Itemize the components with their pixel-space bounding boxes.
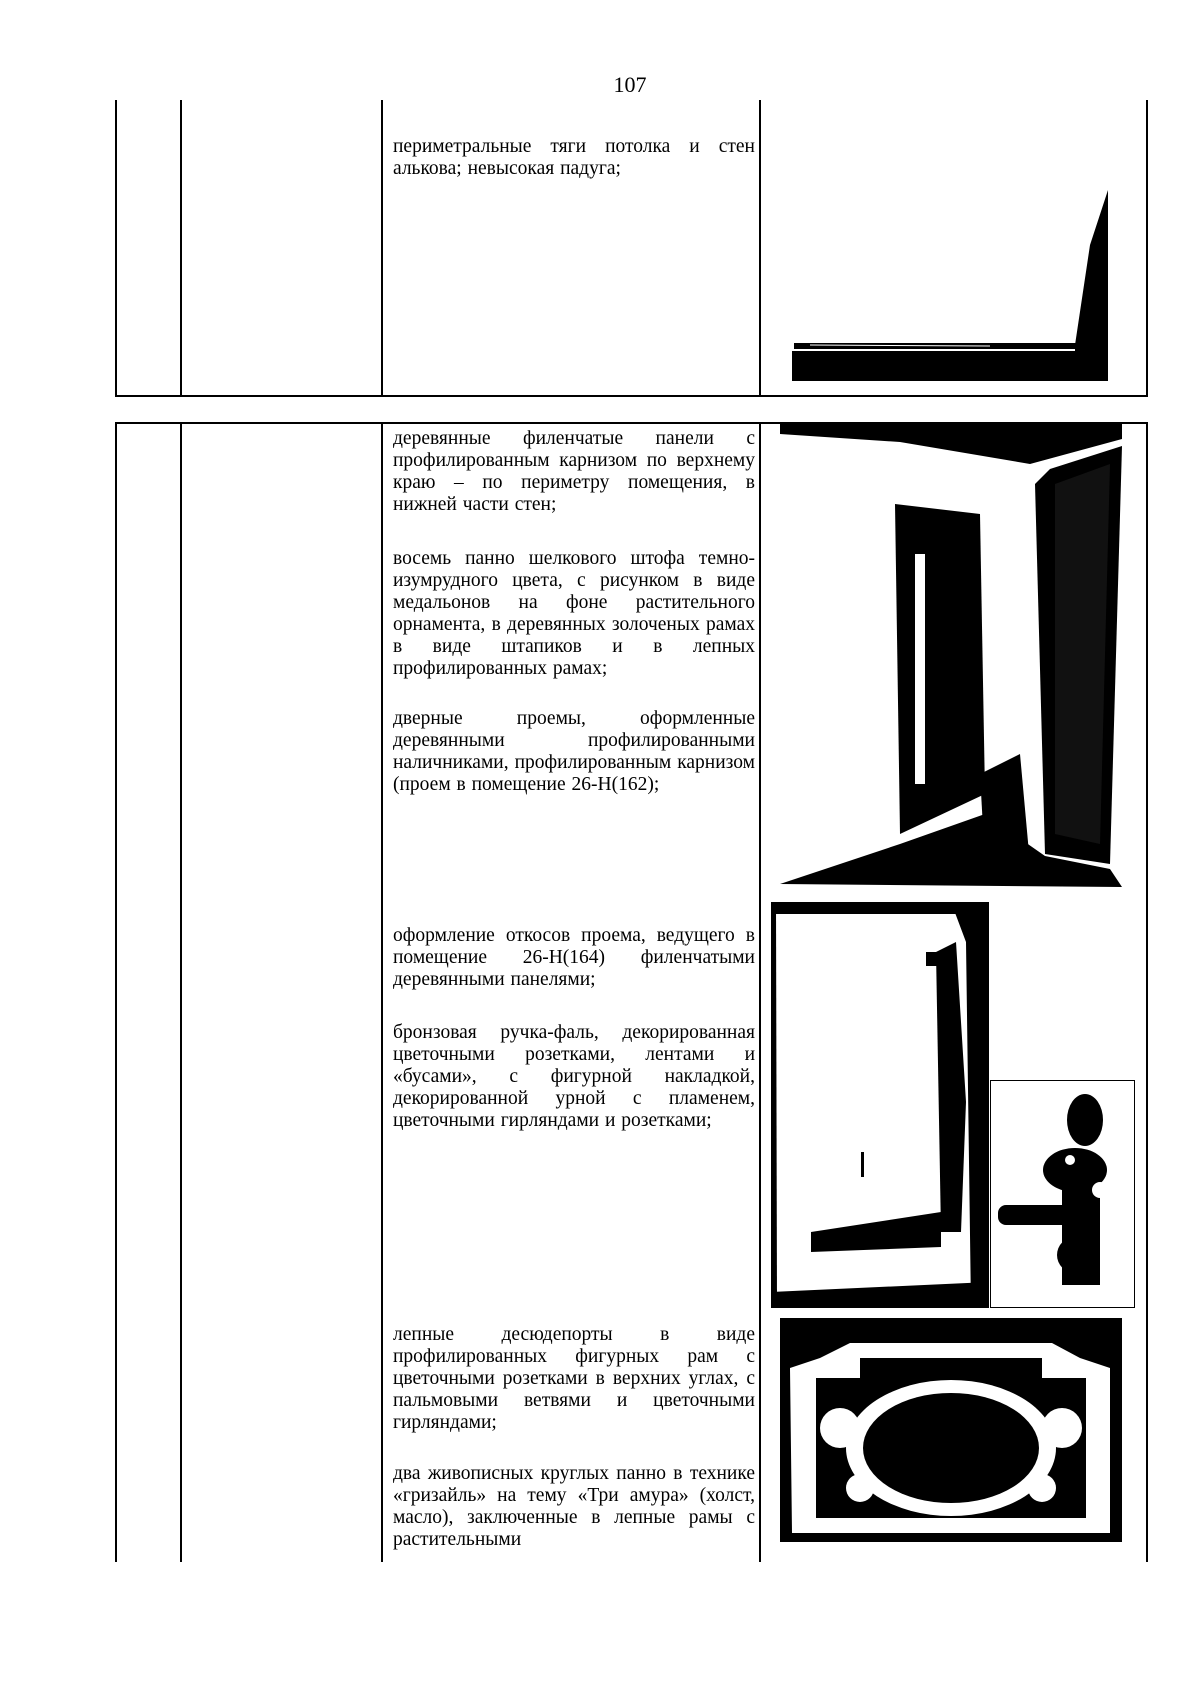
paragraph-dessus-de-porte: лепные десюдепорты в виде профилированных фигурных рам с цветочными розетками в верхних углах, с пальмовыми ветвями и цветочными гирляндами;: [393, 1324, 755, 1433]
paragraph-silk-panels: восемь панно шелкового штофа темно-изумрудного цвета, с рисунком в виде медальонов на фоне растительного орнамента, в деревянных золоченых рамах в виде штапиков и в лепных профилированных рамах;: [393, 548, 755, 679]
border-right: [1146, 422, 1148, 1562]
block-1-description: периметральные тяги потолка и стен алькова; невысокая падуга;: [393, 136, 755, 179]
page-number: 107: [613, 72, 647, 97]
paragraph-wooden-panels: деревянные филенчатые панели с профилированным карнизом по верхнему краю – по периметру помещения, в нижней части стен;: [393, 428, 755, 515]
column-divider-3: [759, 422, 761, 1562]
paragraph-grisaille-panels: два живописных круглых панно в технике «гризайль» на тему «Три амура» (холст, масло), заключенные в лепные рамы с растительными: [393, 1463, 755, 1550]
block-1-bottom-border: [115, 395, 1148, 397]
paragraph-opening-slopes: оформление откосов проема, ведущего в помещение 26-Н(164) филенчатыми деревянными панелями;: [393, 925, 755, 990]
column-divider-3: [759, 100, 761, 397]
border-right: [1146, 100, 1148, 397]
bronze-handle-photo: [990, 1080, 1135, 1308]
opening-slopes-photo: [771, 902, 989, 1308]
ceiling-cornice-photo: [790, 185, 1110, 385]
border-left: [115, 422, 117, 1562]
dessus-de-porte-photo: [780, 1318, 1122, 1542]
room-doorway-photo: [780, 424, 1122, 887]
column-divider-1: [180, 422, 182, 1562]
column-divider-2: [381, 100, 383, 397]
paragraph-bronze-handle: бронзовая ручка-фаль, декорированная цветочными розетками, лентами и «бусами», с фигурной накладкой, декорированной урной с пламенем, цветочными гирляндами и розетками;: [393, 1022, 755, 1131]
column-divider-1: [180, 100, 182, 397]
border-left: [115, 100, 117, 397]
column-divider-2: [381, 422, 383, 1562]
paragraph-door-openings: дверные проемы, оформленные деревянными профилированными наличниками, профилированным карнизом (проем в помещение 26-Н(162);: [393, 708, 755, 795]
